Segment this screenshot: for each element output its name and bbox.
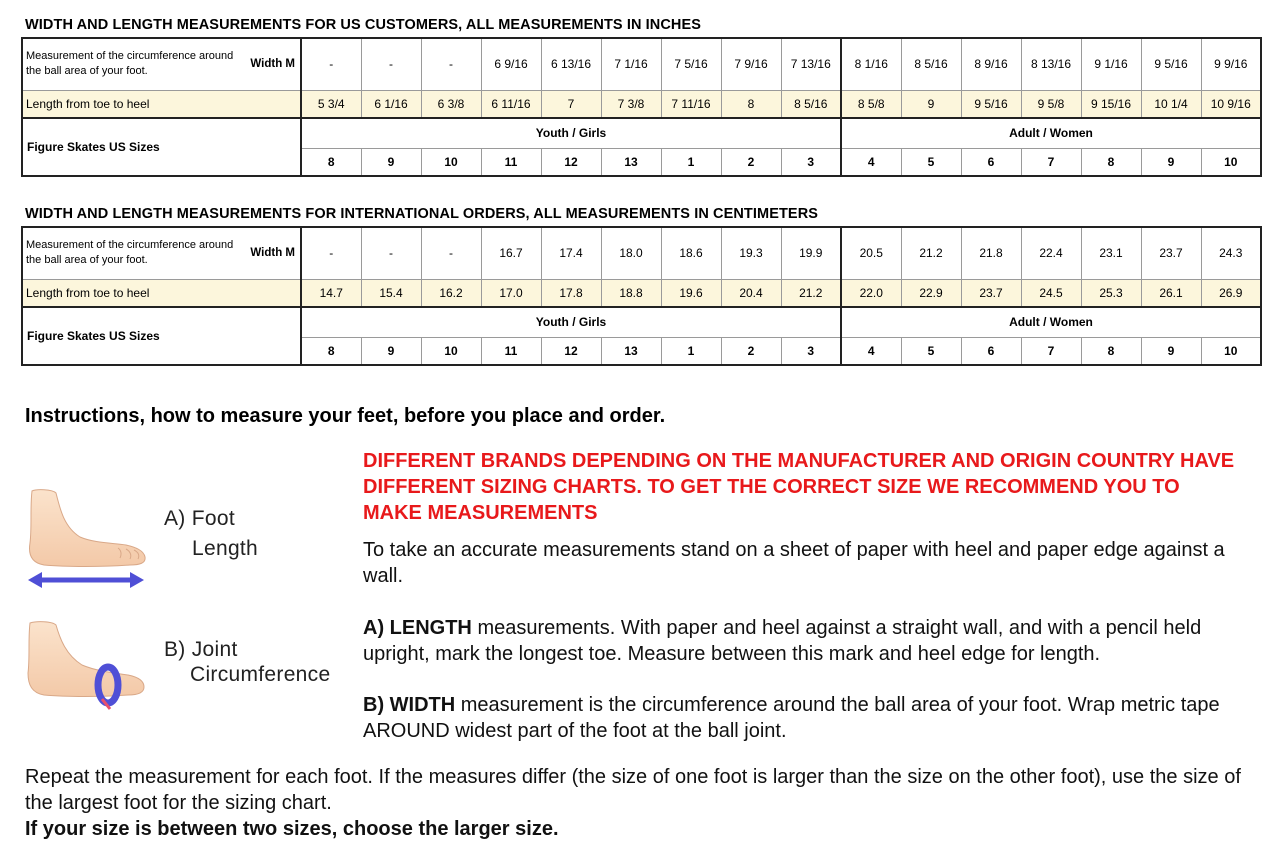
- intl-group-row: [22, 307, 1261, 337]
- intl-width-cell: 18.6: [661, 227, 721, 279]
- intl-length-cell: 17.0: [481, 279, 541, 307]
- double-arrow-icon: [28, 572, 144, 588]
- intl-width-desc: Measurement of the circumference around the ball area of your foot.: [22, 227, 236, 279]
- us-length-cell: 6 1/16: [361, 90, 421, 118]
- us-length-cell: 9 5/8: [1021, 90, 1081, 118]
- us-size-cell: 1: [661, 148, 721, 176]
- intl-size-cell: 6: [961, 337, 1021, 365]
- intl-length-cell: 22.9: [901, 279, 961, 307]
- intl-size-cell: 9: [361, 337, 421, 365]
- intl-size-cell: 10: [421, 337, 481, 365]
- fig-a-label-2: Length: [192, 537, 259, 560]
- intl-length-cell: 17.8: [541, 279, 601, 307]
- fig-b-label-2: Circumference: [190, 663, 331, 686]
- us-group-row: [22, 118, 1261, 148]
- us-length-cell: 5 3/4: [301, 90, 361, 118]
- width-paragraph: [363, 692, 1263, 744]
- intl-width-cell: -: [301, 227, 361, 279]
- us-size-cell: 4: [841, 148, 901, 176]
- intl-width-cell: 22.4: [1021, 227, 1081, 279]
- us-length-cell: 6 11/16: [481, 90, 541, 118]
- instructions-heading: Instructions, how to measure your feet, before you place and order.: [25, 405, 666, 427]
- intl-skates-label: Figure Skates US Sizes: [22, 307, 301, 365]
- intl-size-table: [21, 226, 1262, 366]
- us-size-cell: 9: [1141, 148, 1201, 176]
- intl-size-cell: 4: [841, 337, 901, 365]
- intl-size-cell: 2: [721, 337, 781, 365]
- intl-width-cell: -: [421, 227, 481, 279]
- us-size-cell: 6: [961, 148, 1021, 176]
- intl-width-cell: 23.1: [1081, 227, 1141, 279]
- intl-width-cell: -: [361, 227, 421, 279]
- intl-length-cell: 15.4: [361, 279, 421, 307]
- intl-width-cell: 16.7: [481, 227, 541, 279]
- intro-paragraph: To take an accurate measurements stand on a sheet of paper with heel and paper edge against a wall.: [363, 539, 1225, 587]
- fig-b-label-1: B) Joint: [164, 638, 238, 661]
- us-width-cell: 8 5/16: [901, 38, 961, 90]
- us-length-cell: 9 5/16: [961, 90, 1021, 118]
- us-width-cell: 7 13/16: [781, 38, 841, 90]
- intl-size-cell: 8: [1081, 337, 1141, 365]
- intl-table-title: WIDTH AND LENGTH MEASUREMENTS FOR INTERNATIONAL ORDERS, ALL MEASUREMENTS IN CENTIMETERS: [25, 206, 819, 222]
- intl-width-row: [22, 227, 1261, 279]
- intl-length-cell: 23.7: [961, 279, 1021, 307]
- us-size-cell: 9: [361, 148, 421, 176]
- us-size-cell: 8: [1081, 148, 1141, 176]
- us-width-cell: 8 9/16: [961, 38, 1021, 90]
- us-width-cell: 9 1/16: [1081, 38, 1141, 90]
- us-width-cell: 8 1/16: [841, 38, 901, 90]
- intl-width-cell: 21.8: [961, 227, 1021, 279]
- us-width-m-label: Width M: [236, 38, 301, 90]
- intl-width-cell: 19.3: [721, 227, 781, 279]
- us-length-cell: 7 11/16: [661, 90, 721, 118]
- us-size-cell: 10: [421, 148, 481, 176]
- us-width-cell: 7 5/16: [661, 38, 721, 90]
- intl-size-cell: 10: [1201, 337, 1261, 365]
- us-length-cell: 8 5/8: [841, 90, 901, 118]
- intl-length-label: Length from toe to heel: [22, 279, 301, 307]
- us-width-row: [22, 38, 1261, 90]
- us-length-cell: 9 15/16: [1081, 90, 1141, 118]
- us-size-cell: 13: [601, 148, 661, 176]
- us-length-cell: 10 9/16: [1201, 90, 1261, 118]
- us-youth-header: Youth / Girls: [301, 118, 841, 148]
- intl-length-cell: 26.9: [1201, 279, 1261, 307]
- intl-length-cell: 22.0: [841, 279, 901, 307]
- us-width-cell: -: [301, 38, 361, 90]
- us-width-cell: -: [361, 38, 421, 90]
- us-length-cell: 8: [721, 90, 781, 118]
- intl-length-cell: 26.1: [1141, 279, 1201, 307]
- intl-width-cell: 24.3: [1201, 227, 1261, 279]
- intl-width-cell: 19.9: [781, 227, 841, 279]
- intl-length-cell: 20.4: [721, 279, 781, 307]
- joint-circumference-illustration: [22, 619, 150, 719]
- us-size-table: [21, 37, 1262, 177]
- fig-a-label-1: A) Foot: [164, 507, 235, 530]
- intl-size-cell: 7: [1021, 337, 1081, 365]
- intl-size-cell: 8: [301, 337, 361, 365]
- intl-length-cell: 14.7: [301, 279, 361, 307]
- intl-size-cell: 1: [661, 337, 721, 365]
- width-heading: B) WIDTH: [363, 694, 456, 716]
- us-size-cell: 11: [481, 148, 541, 176]
- us-size-cell: 5: [901, 148, 961, 176]
- foot-length-illustration: [22, 487, 150, 595]
- us-width-cell: 7 9/16: [721, 38, 781, 90]
- intl-youth-header: Youth / Girls: [301, 307, 841, 337]
- length-paragraph: [363, 615, 1263, 667]
- intl-size-cell: 3: [781, 337, 841, 365]
- intl-length-row: [22, 279, 1261, 307]
- length-text: measurements. With paper and heel against a straight wall, and with a pencil held upright, mark the longest toe. Measure between this mark and heel edge for length.: [363, 617, 1202, 665]
- repeat-note: Repeat the measurement for each foot. If the measures differ (the size of one foot is larger than the size on the other foot), use the size of the largest foot for the sizing chart.: [25, 766, 1241, 814]
- us-width-cell: 6 13/16: [541, 38, 601, 90]
- sizing-warning: DIFFERENT BRANDS DEPENDING ON THE MANUFACTURER AND ORIGIN COUNTRY HAVE DIFFERENT SIZING CHARTS. TO GET THE CORRECT SIZE WE RECOMMEND YOU TO MAKE MEASUREMENTS: [363, 450, 1235, 524]
- intl-size-cell: 13: [601, 337, 661, 365]
- intl-width-cell: 18.0: [601, 227, 661, 279]
- intl-length-cell: 18.8: [601, 279, 661, 307]
- footer-notes: [25, 764, 1265, 842]
- us-width-cell: 7 1/16: [601, 38, 661, 90]
- us-size-cell: 10: [1201, 148, 1261, 176]
- intl-size-cell: 12: [541, 337, 601, 365]
- us-adult-header: Adult / Women: [841, 118, 1261, 148]
- us-width-desc: Measurement of the circumference around the ball area of your foot.: [22, 38, 236, 90]
- us-length-label: Length from toe to heel: [22, 90, 301, 118]
- intl-length-cell: 24.5: [1021, 279, 1081, 307]
- intl-width-cell: 20.5: [841, 227, 901, 279]
- us-width-cell: 6 9/16: [481, 38, 541, 90]
- intl-length-cell: 16.2: [421, 279, 481, 307]
- us-width-cell: 9 9/16: [1201, 38, 1261, 90]
- width-text: measurement is the circumference around the ball area of your foot. Wrap metric tape AROUND widest part of the foot at the ball joint.: [363, 694, 1220, 742]
- us-size-cell: 2: [721, 148, 781, 176]
- intl-size-cell: 9: [1141, 337, 1201, 365]
- us-length-cell: 7: [541, 90, 601, 118]
- length-heading: A) LENGTH: [363, 617, 472, 639]
- intl-length-cell: 21.2: [781, 279, 841, 307]
- us-width-cell: -: [421, 38, 481, 90]
- us-length-cell: 8 5/16: [781, 90, 841, 118]
- us-size-cell: 7: [1021, 148, 1081, 176]
- intl-width-m-label: Width M: [236, 227, 301, 279]
- us-width-cell: 8 13/16: [1021, 38, 1081, 90]
- us-length-cell: 10 1/4: [1141, 90, 1201, 118]
- intl-length-cell: 19.6: [661, 279, 721, 307]
- us-size-cell: 3: [781, 148, 841, 176]
- us-skates-label: Figure Skates US Sizes: [22, 118, 301, 176]
- intl-size-cell: 11: [481, 337, 541, 365]
- us-table-title: WIDTH AND LENGTH MEASUREMENTS FOR US CUSTOMERS, ALL MEASUREMENTS IN INCHES: [25, 17, 702, 33]
- intl-width-cell: 21.2: [901, 227, 961, 279]
- between-sizes-note: If your size is between two sizes, choose the larger size.: [25, 818, 559, 840]
- us-width-cell: 9 5/16: [1141, 38, 1201, 90]
- us-size-cell: 12: [541, 148, 601, 176]
- intl-adult-header: Adult / Women: [841, 307, 1261, 337]
- intl-size-cell: 5: [901, 337, 961, 365]
- intl-width-cell: 23.7: [1141, 227, 1201, 279]
- us-length-cell: 9: [901, 90, 961, 118]
- us-length-cell: 6 3/8: [421, 90, 481, 118]
- us-size-cell: 8: [301, 148, 361, 176]
- intl-length-cell: 25.3: [1081, 279, 1141, 307]
- intl-width-cell: 17.4: [541, 227, 601, 279]
- us-length-row: [22, 90, 1261, 118]
- us-length-cell: 7 3/8: [601, 90, 661, 118]
